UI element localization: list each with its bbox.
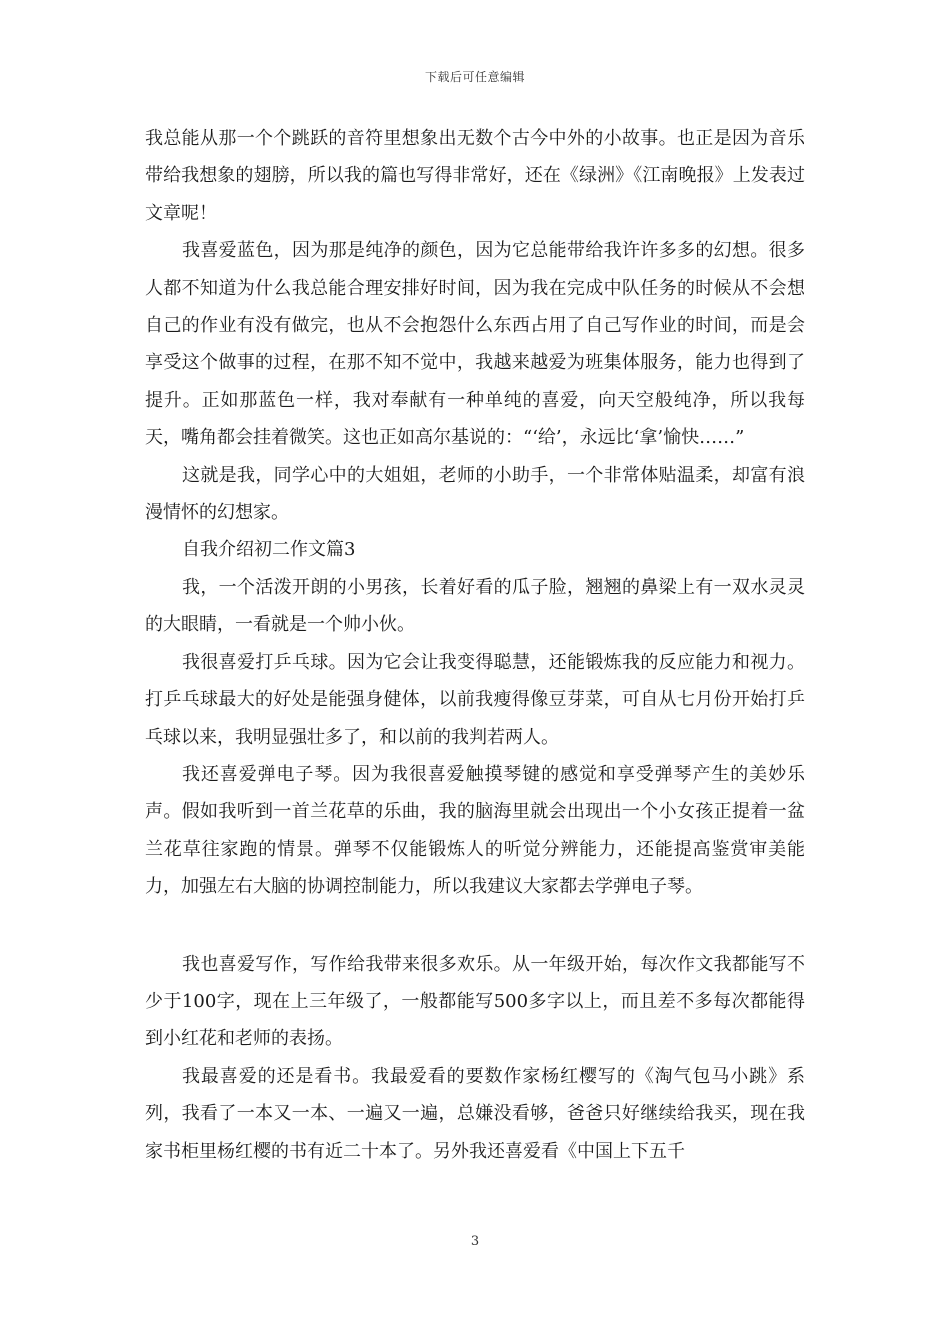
page-number: 3: [470, 1234, 480, 1249]
page-header: 下载后可任意编辑: [424, 70, 525, 84]
paragraph-4: 我，一个活泼开朗的小男孩，长着好看的瓜子脸，翘翘的鼻梁上有一双水灵灵的大眼睛，一看就是一个帅小伙。: [145, 576, 805, 636]
paragraph-2: 我喜爱蓝色，因为那是纯净的颜色，因为它总能带给我许许多多的幻想。很多人都不知道为什么我总能合理安排好时间，因为我在完成中队任务的时候从不会想自己的作业有没有做完，也从不会抱怨什么东西占用了自己写作业的时间，而是会享受这个做事的过程，在那不知不觉中，我越来越爱为班集体服务，能力也得到了提升。正如那蓝色一样，我对奉献有一种单纯的喜爱，向天空般纯净，所以我每天，嘴角都会挂着微笑。这也正如高尔基说的：“‘给’，永远比‘拿’愉快……”: [145, 240, 805, 449]
paragraph-5: 我很喜爱打乒乓球。因为它会让我变得聪慧，还能锻炼我的反应能力和视力。打乒乓球最大的好处是能强身健体，以前我瘦得像豆芽菜，可自从七月份开始打乒乓球以来，我明显强壮多了，和以前的我判若两人。: [145, 651, 805, 748]
paragraph-1: 我总能从那一个个跳跃的音符里想象出无数个古今中外的小故事。也正是因为音乐带给我想象的翅膀，所以我的篇也写得非常好，还在《绿洲》《江南晚报》上发表过文章呢！: [145, 128, 805, 224]
paragraph-gap: [145, 906, 805, 946]
section-heading: 自我介绍初二作文篇3: [182, 539, 356, 561]
document-body: [145, 120, 805, 1170]
paragraph-6: 我还喜爱弹电子琴。因为我很喜爱触摸琴键的感觉和享受弹琴产生的美妙乐声。假如我听到一首兰花草的乐曲，我的脑海里就会出现出一个小女孩正提着一盆兰花草往家跑的情景。弹琴不仅能锻炼人的听觉分辨能力，还能提高鉴赏审美能力，加强左右大脑的协调控制能力，所以我建议大家都去学弹电子琴。: [145, 763, 805, 898]
paragraph-3: 这就是我，同学心中的大姐姐，老师的小助手，一个非常体贴温柔，却富有浪漫情怀的幻想家。: [145, 464, 805, 524]
paragraph-8: 我最喜爱的还是看书。我最爱看的要数作家杨红樱写的《淘气包马小跳》系列，我看了一本又一本、一遍又一遍，总嫌没看够，爸爸只好继续给我买，现在我家书柜里杨红樱的书有近二十本了。另外我还喜爱看《中国上下五千: [145, 1065, 805, 1162]
paragraph-7: 我也喜爱写作，写作给我带来很多欢乐。从一年级开始，每次作文我都能写不少于100字，现在上三年级了，一般都能写500多字以上，而且差不多每次都能得到小红花和老师的表扬。: [145, 953, 805, 1050]
